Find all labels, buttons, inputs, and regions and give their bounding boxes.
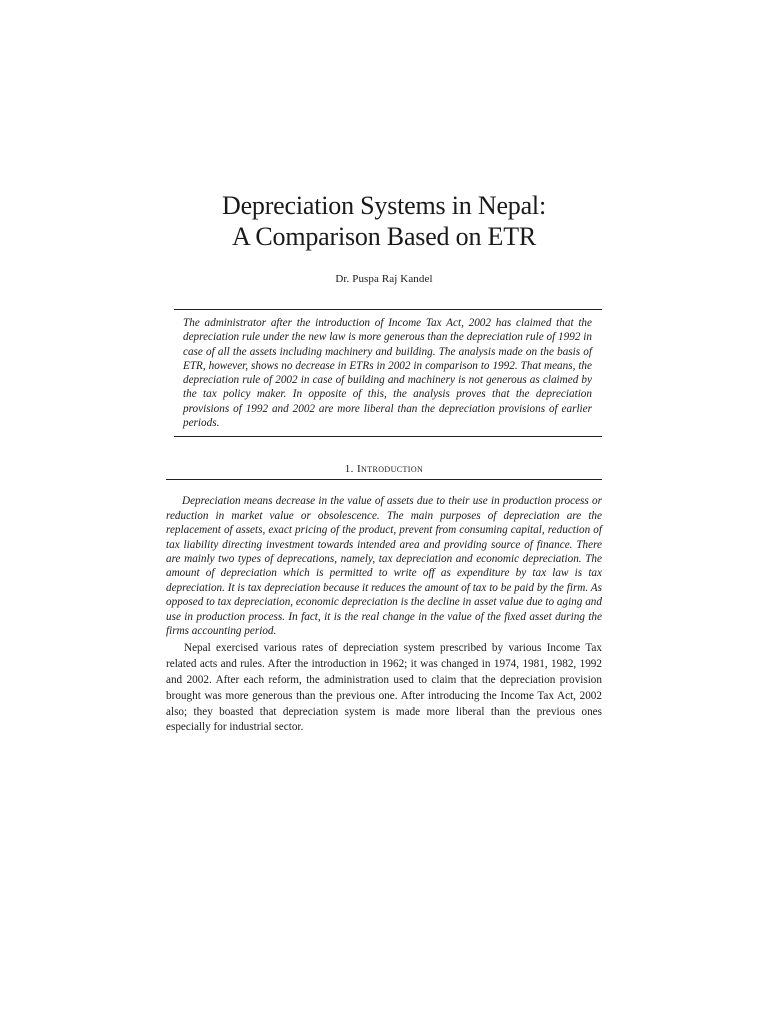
intro-paragraph-2: Nepal exercised various rates of depreciation system prescribed by various Income Tax related acts and rules. After the introduction in 1962; it was changed in 1974, 1981, 1982, 1992 and 2002. After each reform, the administration used to claim that the depreciation provision brought was more generous than the previous one. After introducing the Income Tax Act, 2002 also; they boasted that depreciation system is made more liberal than the previous ones especially for industrial sector.: [166, 642, 602, 734]
abstract-text: The administrator after the introduction of Income Tax Act, 2002 has claimed that the depreciation rule under the new law is more generous than the depreciation rule of 1992 in case of all the assets including machinery and building. The analysis made on the basis of ETR, however, shows no decrease in ETRs in 2002 in comparison to 1992. That means, the depreciation rule of 2002 in case of building and machinery is not generous as claimed by the tax policy maker. In opposite of this, the analysis proves that the depreciation provisions of 1992 and 2002 are more liberal than the depreciation provisions of earlier periods.: [183, 317, 592, 430]
paper-title: [166, 190, 602, 252]
title-line-2: A Comparison Based on ETR: [231, 222, 537, 251]
abstract-bottom-rule: [174, 436, 602, 437]
section-title: Introduction: [356, 463, 424, 476]
abstract-top-rule: [174, 309, 602, 310]
section-heading: [166, 463, 602, 475]
author-name: Dr. Puspa Raj Kandel: [335, 273, 433, 285]
title-line-1: Depreciation Systems in Nepal:: [222, 191, 546, 220]
section-rule: [166, 479, 602, 480]
section-number: 1.: [344, 463, 354, 476]
intro-paragraph-1: Depreciation means decrease in the value of assets due to their use in production process or reduction in market value or obsolescence. The main purposes of depreciation are the replacement of assets, exact pricing of the product, prevent from consuming capital, reduction of tax liability directing investment towards intended area and providing source of finance. There are mainly two types of deprecations, namely, tax depreciation and economic depreciation. The amount of depreciation which is permitted to write off as expenditure by tax law is tax depreciation. It is tax depreciation because it reduces the amount of tax to be paid by the firm. As opposed to tax depreciation, economic depreciation is the decline in asset value due to aging and use in production process. In fact, it is the real change in the value of the fixed asset during the firms accounting period.: [166, 495, 602, 638]
paper-page: [166, 190, 602, 736]
